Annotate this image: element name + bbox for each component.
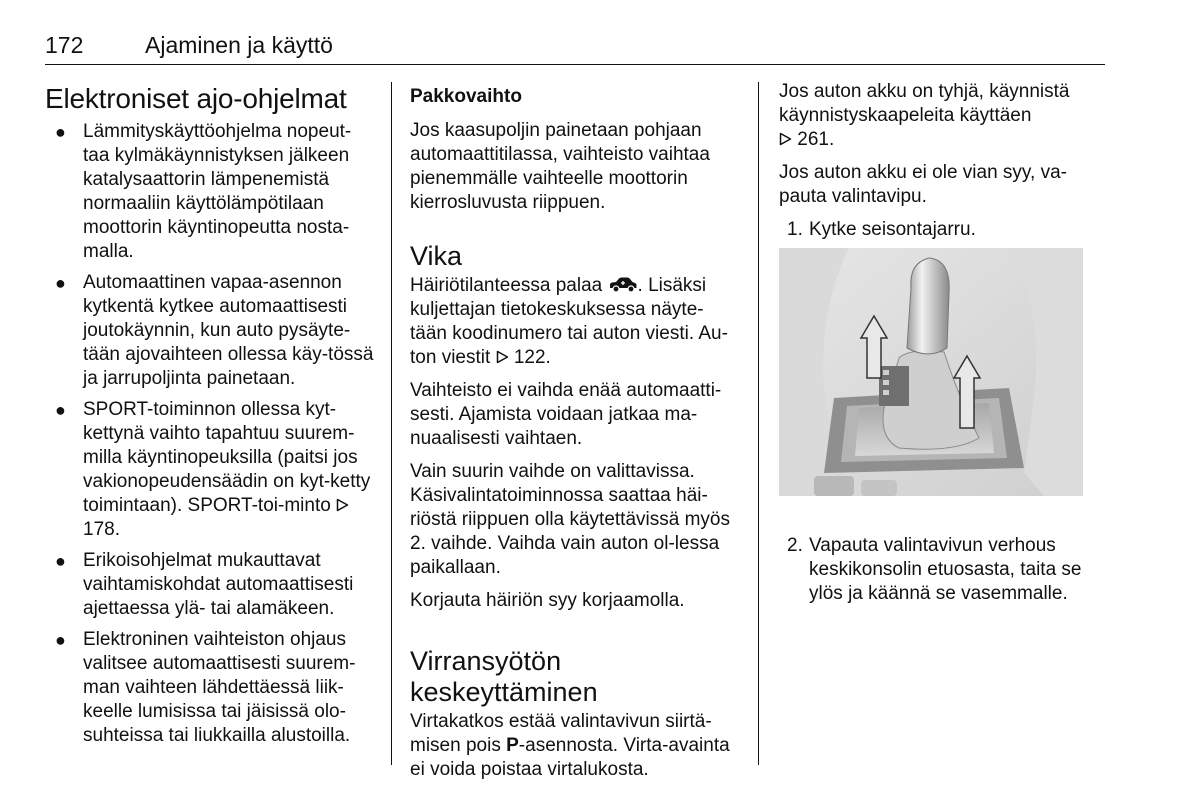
triangle-pointer-icon (779, 132, 792, 146)
battery-paragraph-1: Jos auton akku on tyhjä, käynnistä käynnistyskaapeleita käyttäen 261. (779, 81, 1070, 150)
step-item: 1. Kytke seisontajarru. (787, 219, 976, 240)
bullet-icon: ● (55, 273, 66, 293)
heading-kickdown: Pakkovaihto (410, 86, 522, 107)
power-paragraph: Virtakatkos estää valintavivun siirtä-misen pois P-asennosta. Virta-avainta ei voida poistaa virtalukosta. (410, 711, 730, 780)
column-2 (410, 80, 740, 791)
page-number: 172 (45, 32, 84, 58)
triangle-pointer-icon (336, 498, 349, 512)
column-divider-2 (758, 82, 759, 765)
kickdown-text: Jos kaasupoljin painetaan pohjaan automaattitilassa, vaihteisto vaihtaa pienemmälle vaihteelle moottorin kierrosluvusta riippuen. (410, 120, 710, 213)
bullet-icon: ● (55, 551, 66, 571)
steps-list-2 (779, 534, 1104, 606)
triangle-pointer-icon (496, 350, 509, 364)
bullet-icon: ● (55, 630, 66, 650)
heading-electronic-programs: Elektroniset ajo-ohjelmat (45, 83, 347, 114)
list-item: ● Lämmityskäyttöohjelma nopeut-taa kylmäkäynnistyksen jälkeen katalysaattorin lämpenemistä normaaliin käyttölämpötilaan moottorin käyntinopeutta nosta-malla. (55, 121, 352, 262)
section-title: Ajaminen ja käyttö (145, 32, 333, 58)
list-item: ● Elektroninen vaihteiston ohjaus valitsee automaattisesti suurem-man vaihteen lähdettäessä liik-keelle lumisissa tai jäisissä olo-suhteissa tai liukkailla alustoilla. (55, 629, 356, 746)
bullet-icon: ● (55, 122, 66, 142)
column-3 (779, 80, 1104, 606)
heading-fault: Vika (410, 241, 463, 271)
step-item: 2. Vapauta valintavivun verhous keskikonsolin etuosasta, taita se ylös ja käännä se vasemmalle. (787, 535, 1082, 604)
column-1 (45, 80, 375, 755)
gear-selector-photo (779, 248, 1083, 496)
page-reference[interactable]: 178. (83, 519, 120, 540)
page-reference[interactable]: 122. (513, 347, 551, 368)
fault-paragraph-1: Häiriötilanteessa palaa . Lisäksi kuljettajan tietokeskuksessa näyte-tään koodinumero tai auton viesti. Au-ton viestit 122. (410, 275, 728, 368)
bullet-icon: ● (55, 400, 66, 420)
page-reference[interactable]: 261. (797, 129, 835, 150)
program-list (45, 120, 375, 748)
heading-power-interruption: Virransyötön keskeyttäminen (410, 646, 598, 707)
battery-paragraph-2: Jos auton akku ei ole vian syy, va-pauta valintavipu. (779, 162, 1067, 207)
header-divider (45, 64, 1105, 65)
list-item: ● SPORT-toiminnon ollessa kyt-kettynä vaihto tapahtuu suurem-milla käyntinopeuksilla (paitsi jos vakionopeudensäädin on kyt-ketty toimintaan). SPORT-toi-minto 178. (55, 399, 371, 540)
page-header (45, 30, 333, 60)
list-item: ● Automaattinen vapaa-asennon kytkentä kytkee automaattisesti joutokäynnin, kun auto pysäyte-tään ajovaihteen ollessa käy-tössä ja jarrupoljinta painetaan. (55, 272, 374, 389)
column-divider-1 (391, 82, 392, 765)
list-item: ● Erikoisohjelmat mukauttavat vaihtamiskohdat automaattisesti ajettaessa ylä- tai alamäkeen. (55, 550, 354, 619)
car-fault-icon (608, 276, 638, 294)
steps-list-1 (779, 218, 1104, 242)
fault-paragraph-2: Vaihteisto ei vaihda enää automaatti-sesti. Ajamista voidaan jatkaa ma-nuaalisesti vaihtaen. (410, 380, 722, 449)
fault-paragraph-3: Vain suurin vaihde on valittavissa. Käsivalintatoiminnossa saattaa häi-riöstä riippuen olla käytettävissä myös 2. vaihde. Vaihda vain auton ol-lessa paikallaan. (410, 461, 730, 578)
fault-paragraph-4: Korjauta häiriön syy korjaamolla. (410, 590, 685, 611)
